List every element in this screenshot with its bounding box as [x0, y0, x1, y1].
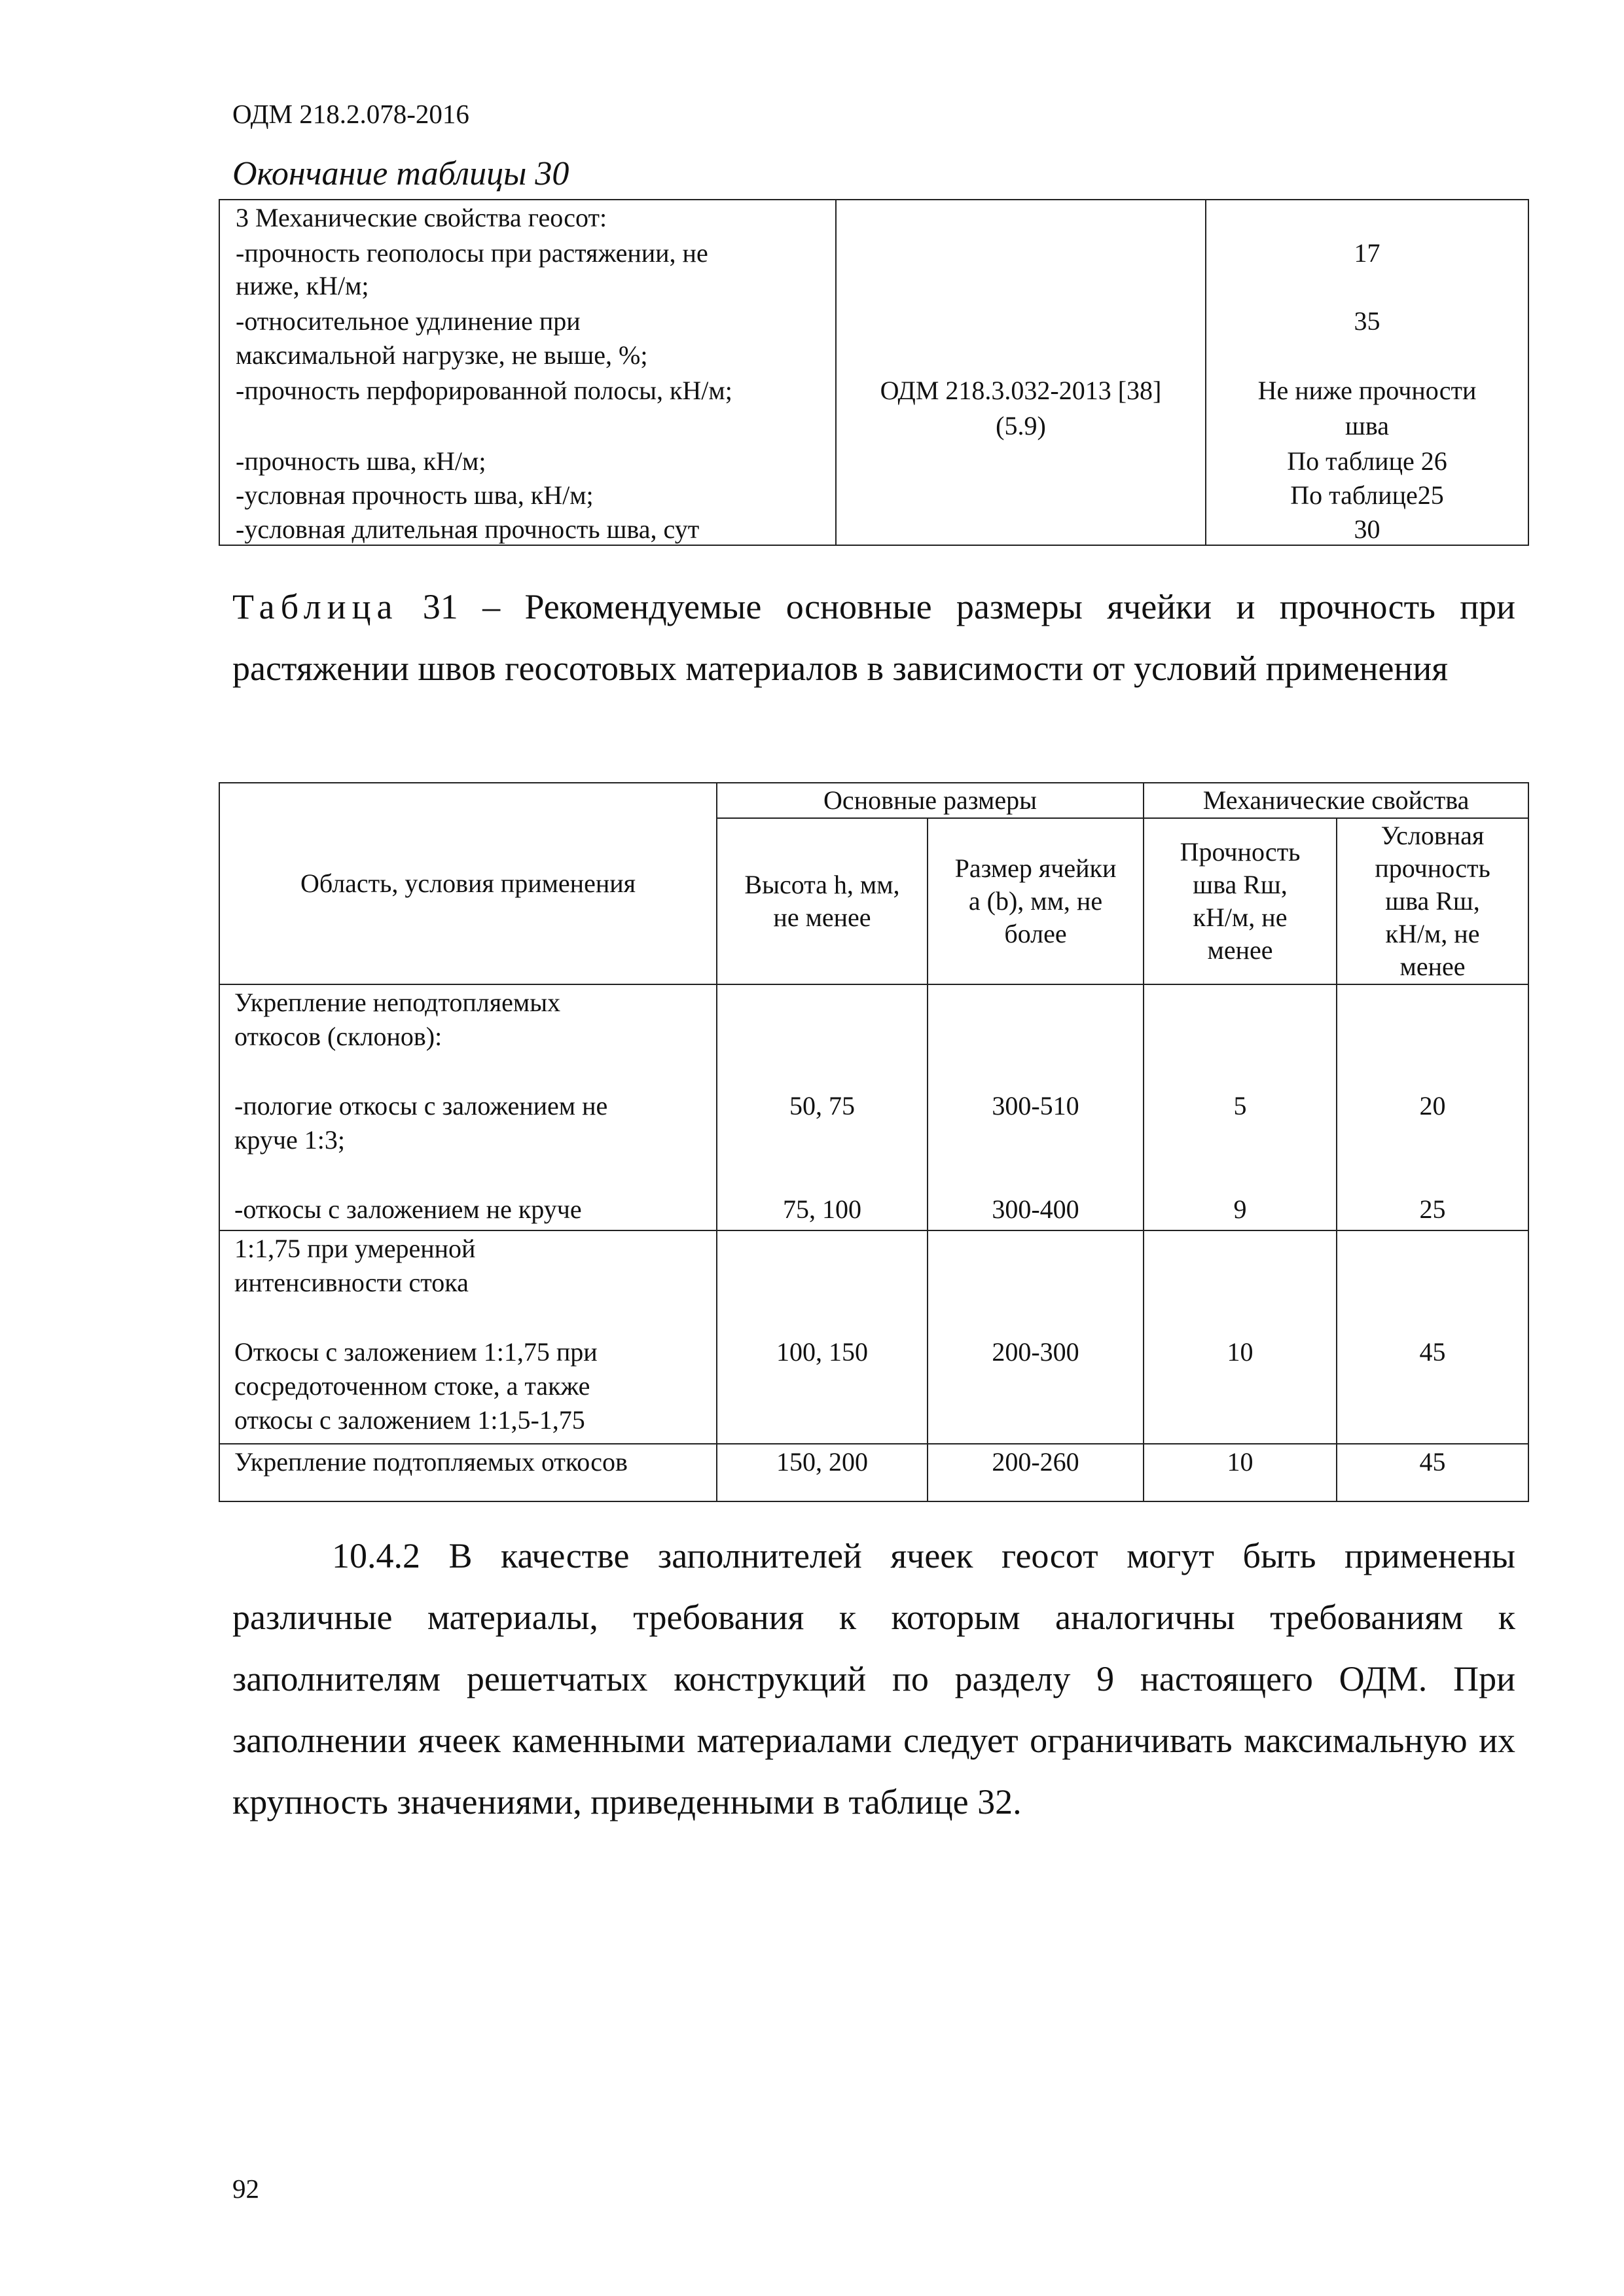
table-30-end — [219, 199, 1529, 546]
value-line: 35 — [1354, 306, 1380, 336]
table-31-caption — [232, 576, 1515, 699]
value-line: По таблице 26 — [1287, 446, 1447, 476]
caption-text: 31 – Рекомендуемые основные размеры ячейки и прочность при растяжении швов геосотовых материалов в зависимости от условий применения — [232, 587, 1515, 688]
value-line: 17 — [1354, 238, 1380, 268]
caption-label: Таблица — [232, 587, 399, 626]
row-cell-size: 200-260 — [928, 1444, 1144, 1501]
property-line: ниже, кН/м; — [236, 271, 369, 300]
property-line: -прочность шва, кН/м; — [236, 446, 486, 476]
table-row — [219, 984, 1528, 1230]
row-cell-size: 200-300 — [928, 1230, 1144, 1444]
row-seam-strength: 10 — [1144, 1230, 1337, 1444]
row-cell-size: 300-510 300-400 — [928, 984, 1144, 1230]
table-row — [219, 1230, 1528, 1444]
header-mechanical-properties: Механические свойства — [1144, 783, 1528, 818]
header-height: Высота h, мм, не менее — [717, 818, 928, 984]
property-line: -условная прочность шва, кН/м; — [236, 480, 594, 510]
value-line: Не ниже прочности — [1257, 376, 1477, 405]
table-header-row — [219, 783, 1528, 818]
row-conditions: Укрепление неподтопляемых откосов (склонов): -пологие откосы с заложением не круче 1:3; -откосы с заложением не круче — [219, 984, 717, 1230]
table-continuation-title: Окончание таблицы 30 — [232, 155, 569, 192]
method-line: (5.9) — [996, 411, 1046, 440]
property-line: максимальной нагрузке, не выше, %; — [236, 340, 648, 370]
property-line: 3 Механические свойства геосот: — [236, 203, 607, 232]
row-conditional-strength: 45 — [1337, 1444, 1528, 1501]
table-row — [219, 1444, 1528, 1501]
property-line: -условная длительная прочность шва, сут — [236, 514, 700, 544]
row-height: 50, 75 75, 100 — [717, 984, 928, 1230]
row-height: 150, 200 — [717, 1444, 928, 1501]
table-row — [219, 200, 1528, 545]
method-line: ОДМ 218.3.032-2013 [38] — [880, 376, 1162, 405]
values-cell — [1206, 200, 1528, 545]
row-seam-strength: 5 9 — [1144, 984, 1337, 1230]
property-line: -прочность геополосы при растяжении, не — [236, 238, 708, 268]
row-conditional-strength: 20 25 — [1337, 984, 1528, 1230]
page-number: 92 — [232, 2174, 259, 2204]
properties-cell — [219, 200, 836, 545]
method-cell — [836, 200, 1206, 545]
header-cell-size: Размер ячейки a (b), мм, не более — [928, 818, 1144, 984]
paragraph-text: 10.4.2 В качестве заполнителей ячеек геосот могут быть применены различные материалы, требования к которым аналогичны требованиям к заполнителям решетчатых конструкций по разделу 9 настоящего ОДМ. При заполнении ячеек каменными материалами следует ограничивать максимальную их крупность значениями, приведенными в таблице 32. — [232, 1536, 1515, 1821]
value-line: шва — [1345, 411, 1389, 440]
row-conditions: 1:1,75 при умеренной интенсивности стока Откосы с заложением 1:1,75 при сосредоточенном стоке, а также откосы с заложением 1:1,5-1,75 — [219, 1230, 717, 1444]
row-conditional-strength: 45 — [1337, 1230, 1528, 1444]
header-main-dimensions: Основные размеры — [717, 783, 1144, 818]
row-height: 100, 150 — [717, 1230, 928, 1444]
header-area: Область, условия применения — [219, 783, 717, 984]
row-conditions: Укрепление подтопляемых откосов — [219, 1444, 717, 1501]
value-line: 30 — [1354, 514, 1380, 544]
value-line: По таблице25 — [1290, 480, 1444, 510]
row-seam-strength: 10 — [1144, 1444, 1337, 1501]
document-code: ОДМ 218.2.078-2016 — [232, 99, 469, 129]
header-seam-strength: Прочность шва Rш, кН/м, не менее — [1144, 818, 1337, 984]
property-line: -прочность перфорированной полосы, кН/м; — [236, 376, 732, 405]
header-conditional-seam-strength: Условная прочность шва Rш, кН/м, не менее — [1337, 818, 1528, 984]
table-31 — [219, 782, 1529, 1502]
property-line: -относительное удлинение при — [236, 306, 581, 336]
paragraph-10-4-2 — [232, 1525, 1515, 1833]
